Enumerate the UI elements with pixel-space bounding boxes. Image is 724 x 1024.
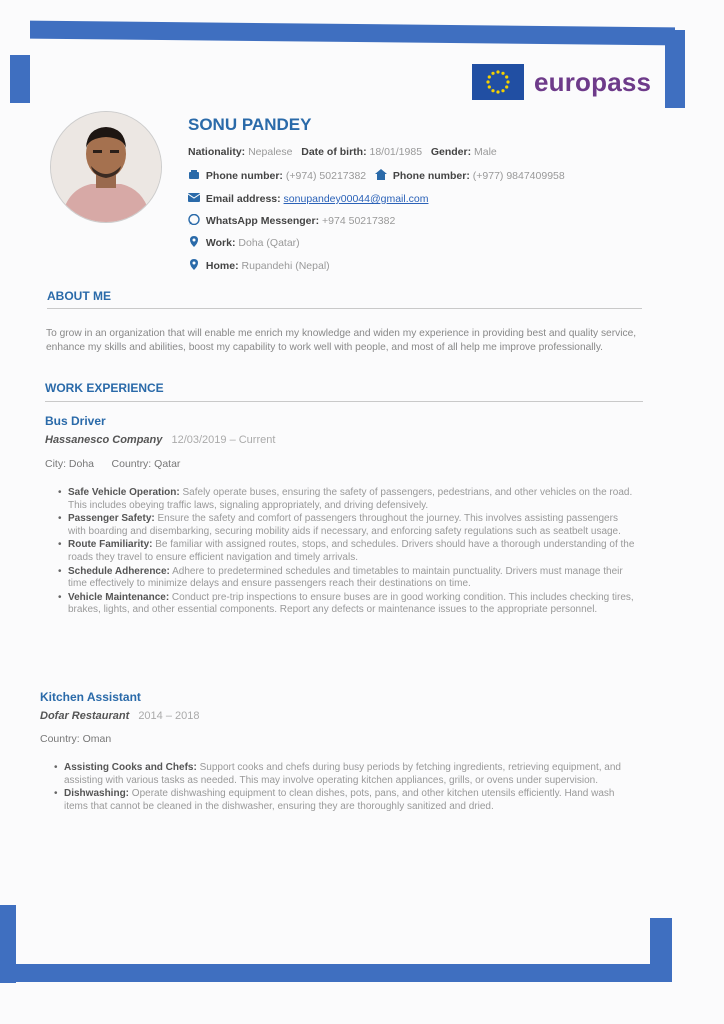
border-bar [650,918,672,980]
email-link[interactable]: sonupandey00044@gmail.com [283,193,429,205]
duty-heading: Safe Vehicle Operation: [68,487,180,498]
section-divider [47,308,642,309]
work-label: Work: [205,237,236,249]
duty-heading: Dishwashing: [64,788,130,800]
duty-text: Safely operate buses, ensuring the safety of passengers, pedestrians, and other vehicles on the road. This includes obeying traffic laws, signaling appropriately, and driving defensively. [68,487,633,511]
dob-value: 18/01/1985 [369,146,423,158]
country-value: Qatar [154,458,181,470]
location-pin-icon [188,236,200,247]
employer [45,434,275,446]
duty-heading: Assisting Cooks and Chefs: [64,762,197,773]
home-phone-icon [375,169,387,180]
duty-text: Be familiar with assigned routes, stops, and schedules. Drivers should have a thorough understanding of the roads they travel to ensure efficient navigation and timely arrivals. [68,539,635,563]
home-value: Rupandehi (Nepal) [241,260,330,272]
home-location-line [188,259,330,272]
nationality-value: Nepalese [248,146,293,158]
employer-name: Hassanesco Company [45,434,163,446]
europass-logo [472,64,651,100]
duty-text: Ensure the safety and comfort of passengers throughout the journey. This involves assisting passengers with boarding and disembarking, securing mobility aids if necessary, and enforcing safety regulations such as seatbelt usage. [68,513,621,537]
work-section-title: WORK EXPERIENCE [45,381,164,395]
logo-text: europass [534,66,652,97]
employer-name: Dofar Restaurant [40,710,130,722]
duty-heading: Passenger Safety: [68,513,155,525]
job-location [45,458,180,470]
city-label: City: [45,458,66,470]
email-line [188,192,428,205]
job-dates: 2014 – 2018 [138,710,200,722]
about-text: To grow in an organization that will enable me enrich my knowledge and widen my experience in providing best and quality service, enhance my skills and abilities, boost my capability to work well with people, and most of all help me improve professionally. [46,328,637,353]
country-label: Country: [111,458,152,470]
phone-value: (+974) 50217382 [285,170,367,182]
eu-flag-icon [472,64,524,100]
job-title: Bus Driver [45,414,106,428]
duty-heading: Vehicle Maintenance: [68,591,170,603]
border-bar [30,21,675,46]
phone-label: Phone number: [205,170,283,182]
whatsapp-label: WhatsApp Messenger: [205,215,320,227]
nationality-label: Nationality: [188,146,246,158]
list-item [56,487,636,512]
border-bar [10,55,30,103]
border-bar [14,964,672,982]
job-duties-list [56,487,636,618]
location-pin-icon [188,259,200,270]
section-divider [45,401,643,402]
list-item [52,762,637,787]
phone2-value: (+977) 9847409958 [472,170,565,182]
job-duties-list [52,762,637,814]
list-item [52,788,637,813]
job-dates: 12/03/2019 – Current [171,434,276,446]
phone-icon [188,169,200,180]
list-item [56,566,636,591]
profile-photo [50,111,162,223]
duty-heading: Schedule Adherence: [68,565,170,577]
duty-heading: Route Familiarity: [68,539,153,551]
phone-line [188,169,565,182]
list-item [56,539,636,564]
country-value: Oman [82,733,112,745]
job-title: Kitchen Assistant [40,690,141,704]
job-location [40,733,111,745]
duty-text: Conduct pre-trip inspections to ensure buses are in good working condition. This includes checking tires, brakes, lights, and other essential components. Report any defects or maintenance issues to the appropriate personnel. [68,591,634,616]
phone2-label: Phone number: [392,170,470,182]
email-icon [188,192,200,203]
email-label: Email address: [205,193,281,205]
dob-label: Date of birth: [301,146,367,158]
whatsapp-line [188,214,395,227]
whatsapp-icon [188,214,200,225]
gender-label: Gender: [430,146,472,158]
personal-info-line [188,146,497,158]
list-item [56,592,636,617]
about-section-title: ABOUT ME [47,289,111,303]
work-location-line [188,236,300,249]
country-label: Country: [40,733,80,745]
list-item [56,513,636,538]
gender-value: Male [474,146,497,158]
duty-text: Operate dishwashing equipment to clean dishes, pots, pans, and other kitchen utensils efficiently. Hand wash items that cannot be cleaned in the dishwasher, ensuring they are thoroughly sanitized and dried. [64,788,615,812]
employer [40,710,199,722]
person-name: SONU PANDEY [188,115,312,134]
home-label: Home: [205,260,239,272]
duty-text: Adhere to predetermined schedules and timetables to maintain punctuality. Drivers must manage their time effectively to minimize delays and ensure passengers reach their destinations on time. [68,565,623,590]
whatsapp-value: +974 50217382 [322,215,396,227]
duty-text: Support cooks and chefs during busy periods by fetching ingredients, retrieving equipment, and assisting with various tasks as needed. This may involve operating kitchen appliances, grills, or ovens under supervision. [64,762,621,786]
city-value: Doha [68,458,95,470]
border-bar [665,30,685,108]
work-value: Doha (Qatar) [238,237,300,249]
